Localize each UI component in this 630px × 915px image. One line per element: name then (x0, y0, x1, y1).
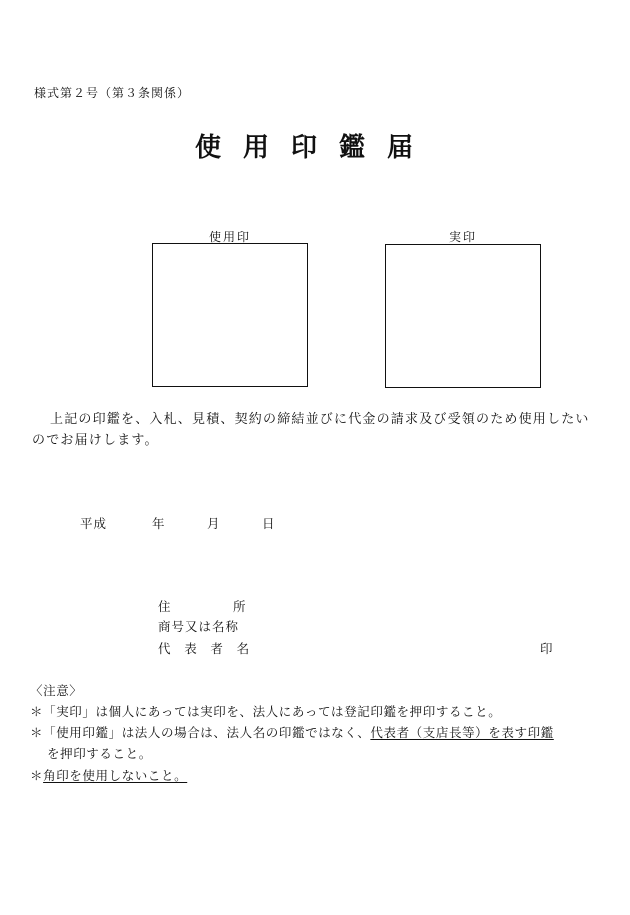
note-2-text-a: 「使用印鑑」は法人の場合は、法人名の印鑑ではなく、 (43, 725, 371, 740)
note-2 (30, 723, 554, 741)
date-year: 年 (152, 516, 166, 531)
form-number: 様式第２号（第３条関係） (34, 86, 191, 100)
address-label-part2: 所 (233, 599, 246, 614)
note-1 (30, 702, 501, 720)
date-era: 平成 (80, 516, 108, 531)
note-2-text-underlined: 代表者（支店長等）を表す印鑑 (370, 725, 554, 740)
usage-seal-label: 使用印 (208, 230, 251, 244)
representative-label: 代 表 者 名 (158, 641, 250, 656)
company-name-label: 商号又は名称 (158, 619, 240, 634)
real-seal-label: 実印 (448, 230, 477, 244)
note-1-text: 「実印」は個人にあっては実印を、法人にあっては登記印鑑を押印すること。 (43, 704, 502, 719)
note-bullet: ＊ (30, 768, 44, 783)
note-3 (30, 766, 187, 784)
notes-heading: 〈注意〉 (30, 683, 83, 698)
date-month: 月 (207, 516, 221, 531)
date-day: 日 (262, 516, 276, 531)
real-seal-box (385, 244, 541, 388)
note-2-continued: を押印すること。 (47, 746, 152, 761)
seal-mark: 印 (540, 641, 553, 656)
declaration-text: 上記の印鑑を、入札、見積、契約の締結並びに代金の請求及び受領のため使用したいのでお届けします。 (32, 412, 590, 448)
address-label-part1: 住 (158, 599, 171, 614)
note-3-text: 角印を使用しないこと。 (43, 768, 188, 783)
note-bullet: ＊ (30, 725, 44, 740)
usage-seal-box (152, 243, 308, 387)
note-bullet: ＊ (30, 704, 44, 719)
page-title: 使用印鑑届 (195, 133, 436, 163)
